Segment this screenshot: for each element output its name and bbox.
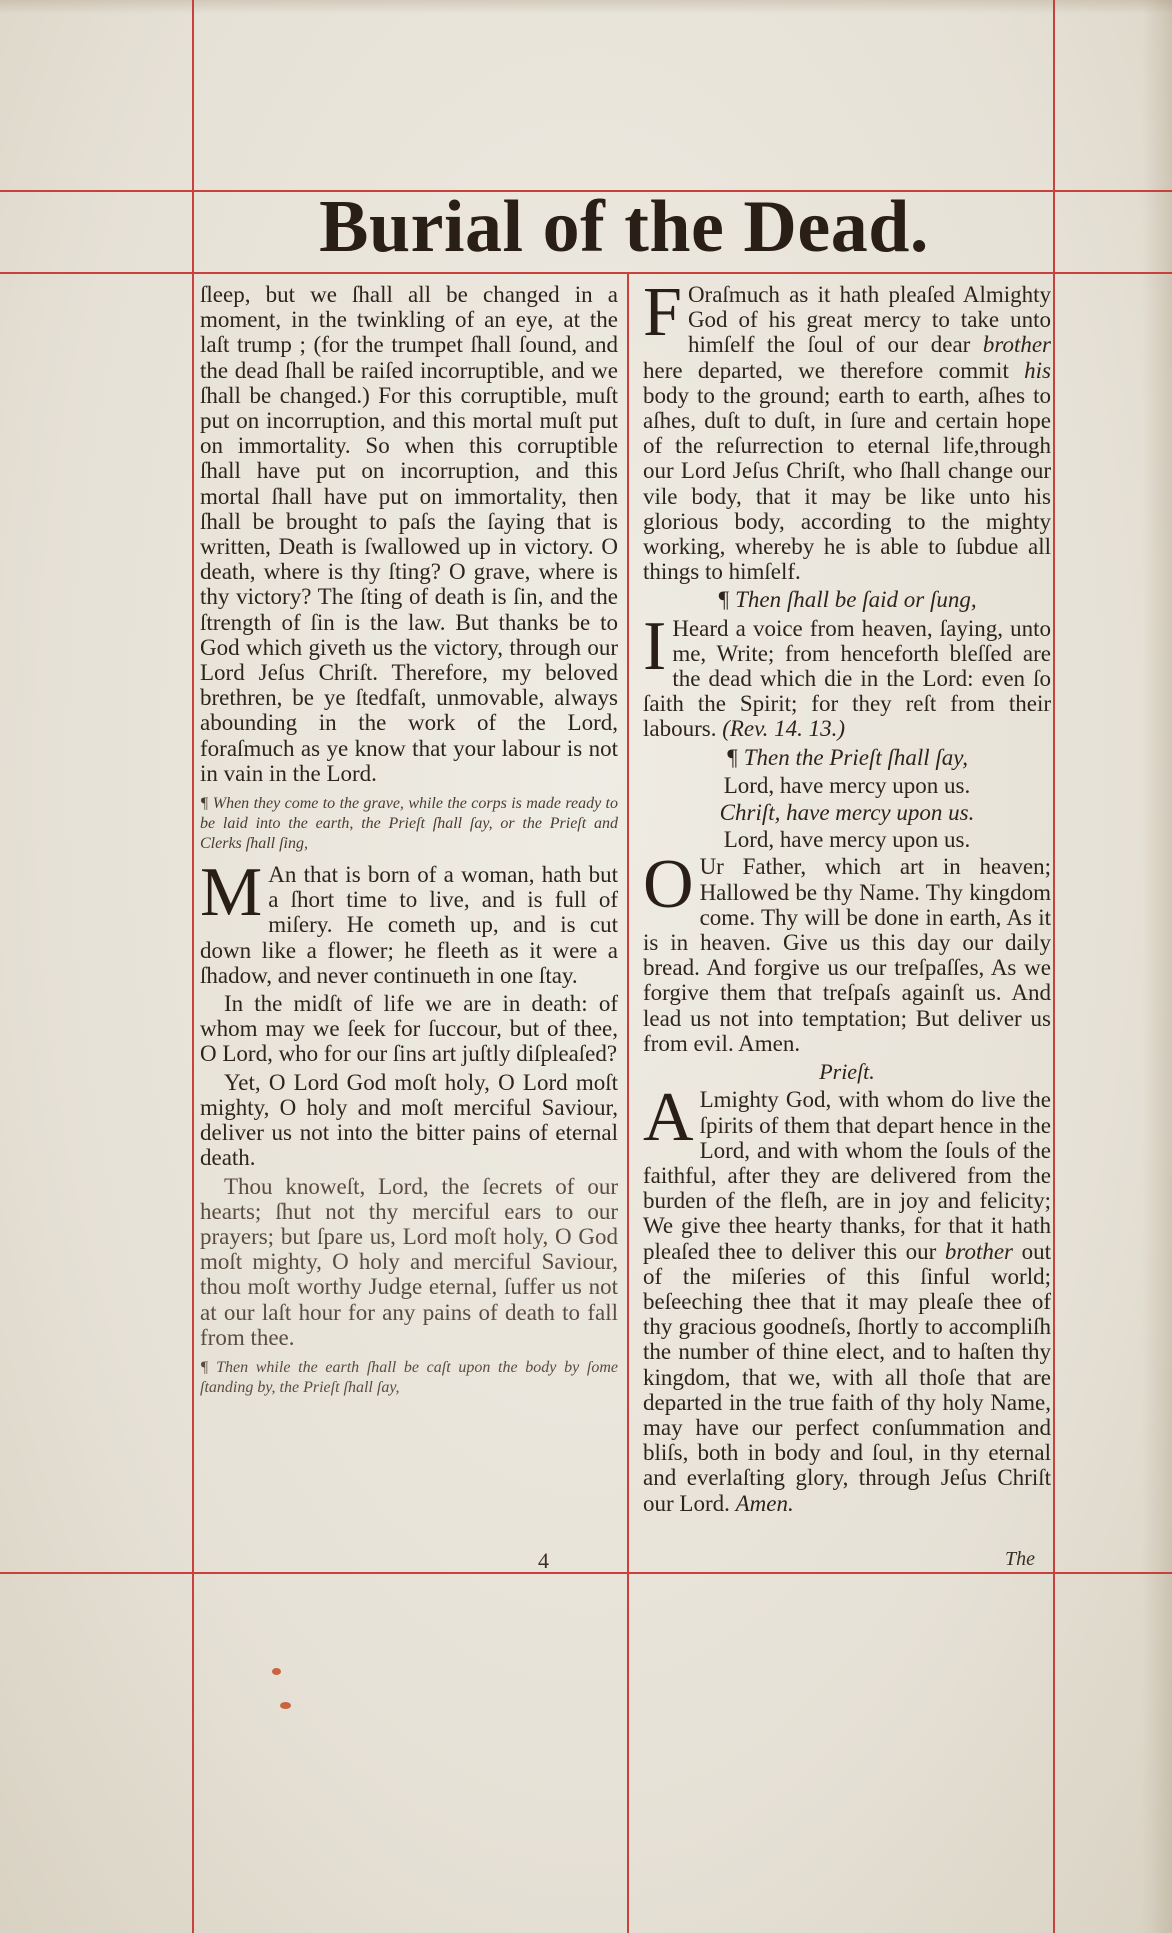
dropcap-i: I — [643, 607, 667, 685]
dropcap-f: F — [643, 274, 682, 351]
page-edge-shadow-right — [1142, 0, 1172, 1933]
rule-vertical-center — [627, 272, 629, 1933]
dropcap-o: O — [643, 846, 694, 924]
ink-stain-1 — [272, 1668, 281, 1675]
amen-italic: Amen. — [735, 1490, 794, 1516]
left-column — [200, 282, 618, 1406]
page-edge-shadow-top — [0, 0, 1172, 14]
left-paragraph-4: Yet, O Lord God moſt holy, O Lord moſt mighty, O holy and moſt merciful Saviour, deliver us not into the bitter pains of eternal death. — [200, 1069, 618, 1171]
left-paragraph-1: ſleep, but we ſhall all be changed in a moment, in the twinkling of an eye, at the laſt trump ; (for the trumpet ſhall ſound, and the dead ſhall be raiſed incorruptible, and we ſhall be changed.) For this corruptible, muſt put on incorruption, and this mortal muſt put on immortality. So when this corruptible ſhall have put on incorruption, and this mortal ſhall have put on immortality, then ſhall be brought to paſs the ſaying that is written, Death is ſwallowed up in victory. O death, where is thy ſting? O grave, where is thy victory? The ſting of death is ſin, and the ſtrength of ſin is the law. But thanks be to God which giveth us the victory, through our Lord Jeſus Chriſt. Therefore, my beloved brethren, be ye ſtedfaſt, unmovable, always abounding in the work of the Lord, foraſmuch as ye know that your labour is not in vain in the Lord. — [200, 282, 618, 786]
rule-vertical-left — [192, 0, 194, 1933]
catchword: The — [1005, 1548, 1035, 1570]
right-paragraph-1-tail: body to the ground; earth to earth, aſhes to aſhes, duſt to duſt, in ſure and certain hope of the reſurrection to eternal life,through our Lord Jeſus Chriſt, who ſhall change our vile body, that it may be like unto his glorious body, according to the mighty working, whereby he is able to ſubdue all things to himſelf. — [643, 382, 1051, 585]
response-1: Lord, have mercy upon us. — [723, 772, 971, 798]
dropcap-m: M — [200, 854, 263, 932]
right-paragraph-3 — [643, 846, 1051, 1056]
response-2: Chriſt, have mercy upon us. — [719, 800, 975, 826]
right-paragraph-4-tail: out of the miſeries of this ſinful world; beſeeching thee that it may pleaſe thee of thy gracious goodneſs, ſhortly to accompliſh the number of thine elect, and to haſten thy kingdom, that we, with all thoſe that are departed in the true faith of thy holy Name, may have our perfect conſummation and bliſs, both in body and ſoul, in thy eternal and everlaſting glory, through Jeſus Chriſt our Lord. — [643, 1238, 1051, 1516]
speaker-label: Prieſt. — [819, 1059, 875, 1085]
dropcap-a: A — [643, 1079, 694, 1157]
right-paragraph-1-mid: here departed, we therefore commit — [643, 357, 1025, 383]
left-paragraph-3: In the midſt of life we are in death: of whom may we ſeek for ſuccour, but of thee, O Lord, who for our ſins art juſtly diſpleaſed? — [200, 991, 618, 1067]
right-rubric-2: ¶ Then the Prieſt ſhall ſay, — [725, 744, 968, 770]
right-paragraph-1 — [643, 274, 1051, 585]
rule-horizontal-title-bottom — [0, 272, 1172, 274]
right-rubric-1: ¶ Then ſhall be ſaid or ſung, — [717, 587, 977, 613]
rule-vertical-right — [1053, 0, 1055, 1933]
left-paragraph-2 — [200, 854, 618, 988]
left-rubric-1: ¶ When they come to the grave, while the corps is made ready to be laid into the earth, the Prieſt ſhall ſay, or the Prieſt and Clerks ſhall ſing, — [200, 795, 618, 853]
right-paragraph-1-italic-brother: brother — [982, 332, 1051, 358]
right-paragraph-4-lead: Lmighty God, with whom do live the ſpirits of them that depart hence in the Lord, and with whom the ſouls of the faithful, after they are delivered from the burden of the fleſh, are in joy and felicity; We give thee hearty thanks, for that it hath pleaſed thee to deliver this our — [643, 1087, 1051, 1264]
right-paragraph-4-italic-brother: brother — [944, 1238, 1014, 1264]
left-paragraph-2-text: An that is born of a woman, hath but a ſhort time to live, and is full of miſery. He cometh up, and is cut down like a flower; he fleeth as it were a ſhadow, and never continueth in one ſtay. — [200, 862, 618, 988]
ink-stain-2 — [280, 1702, 291, 1709]
page-title: Burial of the Dead. — [319, 186, 929, 268]
response-3: Lord, have mercy upon us. — [723, 827, 971, 853]
right-paragraph-2 — [643, 607, 1051, 742]
right-paragraph-1-italic-his: his — [1024, 357, 1051, 383]
right-paragraph-1-lead: Oraſmuch as it hath pleaſed Almighty God of his great mercy to take unto himſelf the ſoul of our dear — [687, 282, 1051, 358]
scripture-reference: (Rev. 14. 13.) — [722, 716, 846, 742]
left-paragraph-5: Thou knoweſt, Lord, the ſecrets of our hearts; ſhut not thy merciful ears to our prayers; but ſpare us, Lord moſt holy, O God moſt mighty, O holy and merciful Saviour, thou moſt worthy Judge eternal, ſuffer us not at our laſt hour for any pains of death to fall from thee. — [200, 1173, 618, 1350]
right-paragraph-2-text: Heard a voice from heaven, ſaying, unto me, Write; from henceforth bleſſed are the dead which die in the Lord: even ſo ſaith the Spirit; for they reſt from their labours. — [643, 615, 1051, 742]
right-paragraph-3-text: Ur Father, which art in heaven; Hallowed be thy Name. Thy kingdom come. Thy will be done in earth, As it is in heaven. Give us this day our daily bread. And forgive us our treſpaſſes, As we forgive them that treſpaſs againſt us. And lead us not into temptation; But deliver us from evil. Amen. — [643, 854, 1051, 1056]
right-column — [643, 274, 1051, 1519]
left-rubric-2: ¶ Then while the earth ſhall be caſt upon the body by ſome ſtanding by, the Prieſt ſhall ſay, — [200, 1358, 618, 1396]
right-paragraph-4 — [643, 1079, 1051, 1516]
rule-horizontal-bottom — [0, 1572, 1172, 1574]
page-number: 4 — [538, 1548, 549, 1573]
